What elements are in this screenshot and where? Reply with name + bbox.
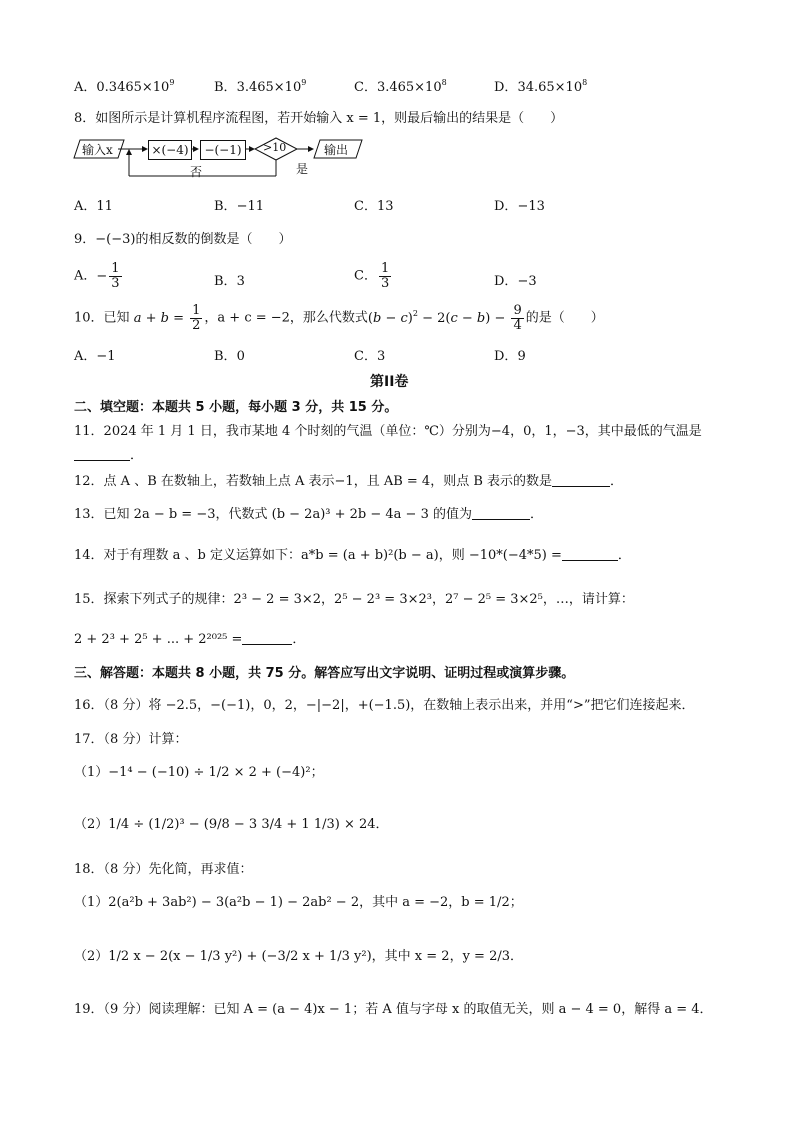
q8-stem: 8．如图所示是计算机程序流程图，若开始输入 x = 1，则最后输出的结果是（ ） — [74, 111, 564, 126]
q11-answer-blank[interactable] — [74, 448, 130, 461]
q7-option-c-text: $3.465\times 10^8$ — [376, 78, 447, 95]
flow-output-label: 输出 — [324, 143, 349, 157]
q18-part2: （2）1/2 x − 2(x − 1/3 y²) + (−3/2 x + 1/3 y²)，其中 x = 2，y = 2/3． — [74, 949, 523, 964]
q8-option-d: D．−13 — [494, 199, 545, 214]
q13: 13．已知 2a − b = −3，代数式 (b − 2a)³ + 2b − 4a − 3 的值为 ． — [74, 507, 543, 522]
flow-step1-box: ×(−4) — [148, 140, 192, 160]
q7-option-a-text: $0.3465\times 10^9$ — [96, 78, 175, 95]
q16: 16．（8 分）将 −2.5，−(−1)，0，2，−|−2|，+(−1.5)，在数轴上表示出来，并用“>”把它们连接起来． — [74, 698, 695, 713]
q18-part1: （1）2(a²b + 3ab²) − 3(a²b − 1) − 2ab² − 2，其中 a = −2，b = 1/2； — [74, 895, 523, 910]
q10-option-c: C．3 — [354, 349, 386, 364]
q13-answer-blank[interactable] — [472, 507, 530, 520]
q9-stem: 9．−(−3)的相反数的倒数是（ ） — [74, 232, 292, 247]
part2-title: 第II卷 — [370, 374, 409, 390]
q17-part2: （2）1/4 ÷ (1/2)³ − (9/8 − 3 3/4 + 1 1/3) × 24． — [74, 817, 389, 832]
q10-option-d: D．9 — [494, 349, 526, 364]
q8-option-c: C．13 — [354, 199, 394, 214]
q7-option-b-text: $3.465\times 10^9$ — [236, 78, 307, 95]
q9-option-c: C． $\frac{1}{3}$ — [354, 262, 393, 290]
q14-answer-blank[interactable] — [562, 548, 618, 561]
q15-line2: 2 + 2³ + 2⁵ + ... + 2²⁰²⁵ = ． — [74, 632, 306, 647]
q17-stem: 17．（8 分）计算： — [74, 732, 188, 747]
section2-title: 二、填空题：本题共 5 小题，每小题 3 分，共 15 分。 — [74, 400, 398, 415]
q11-line2: ． — [74, 444, 143, 463]
q12-answer-blank[interactable] — [552, 474, 610, 487]
q9-option-a-text: − $\frac{1}{3}$ — [96, 261, 120, 291]
q7-option-a: A．$0.3465\times 10^9$ — [74, 78, 175, 95]
q8-option-b: B．−11 — [214, 199, 264, 214]
q10-option-a: A．−1 — [74, 349, 116, 364]
q10-expr-ab: a + b = $\frac{1}{2}$ — [133, 303, 201, 333]
q10-expr-main: $(b - c)^2 - 2(c - b)$ − $\frac{9}{4}$ — [367, 303, 522, 333]
q9-option-d: D．−3 — [494, 274, 537, 289]
q7-option-d-text: $34.65\times 10^8$ — [517, 78, 588, 95]
q12: 12．点 A 、B 在数轴上，若数轴上点 A 表示−1，且 AB = 4，则点 B 表示的数是 ． — [74, 474, 624, 489]
q9-option-b: B．3 — [214, 274, 245, 289]
q10-stem: 10．已知 a + b = $\frac{1}{2}$ ，a + c = −2，那么代数式$(b - c)^2 - 2(c - b)$ − $\frac{9}{4}$ 的是（ ） — [74, 303, 604, 333]
q15-line1: 15．探索下列式子的规律：2³ − 2 = 3×2，2⁵ − 2³ = 3×2³，2⁷ − 2⁵ = 3×2⁵，…，请计算： — [74, 592, 634, 607]
q17-part1: （1）−1⁴ − (−10) ÷ 1/2 × 2 + (−4)²； — [74, 765, 324, 780]
q7-option-d: D．$34.65\times 10^8$ — [494, 78, 588, 95]
q9-option-a: A．− $\frac{1}{3}$ — [74, 262, 124, 290]
q8-option-a: A．11 — [74, 199, 113, 214]
q15-answer-blank[interactable] — [242, 632, 292, 645]
flow-no-label: 否 — [190, 165, 203, 179]
q19: 19．（9 分）阅读理解：已知 A = (a − 4)x − 1；若 A 值与字母 x 的取值无关，则 a − 4 = 0，解得 a = 4． — [74, 1002, 713, 1017]
flow-input-label: 输入x — [82, 143, 113, 157]
flow-step2-box: −(−1) — [200, 140, 246, 160]
q10-option-b: B．0 — [214, 349, 245, 364]
q9-option-c-text: $\frac{1}{3}$ — [380, 261, 390, 291]
flow-compare-label: >10 — [263, 141, 287, 154]
flow-yes-label: 是 — [296, 162, 309, 176]
q7-option-b: B．$3.465\times 10^9$ — [214, 78, 307, 95]
q14: 14．对于有理数 a 、b 定义运算如下：a*b = (a + b)²(b − a)，则 −10*(−4*5) = ． — [74, 548, 631, 563]
section3-title: 三、解答题：本题共 8 小题，共 75 分。解答应写出文字说明、证明过程或演算步骤。 — [74, 666, 575, 681]
q7-option-c: C．$3.465\times 10^8$ — [354, 78, 447, 95]
q18-stem: 18．（8 分）先化简，再求值： — [74, 862, 253, 877]
q11-line1: 11．2024 年 1 月 1 日，我市某地 4 个时刻的气温（单位：℃）分别为−4，0，1，−3，其中最低的气温是 — [74, 424, 702, 439]
